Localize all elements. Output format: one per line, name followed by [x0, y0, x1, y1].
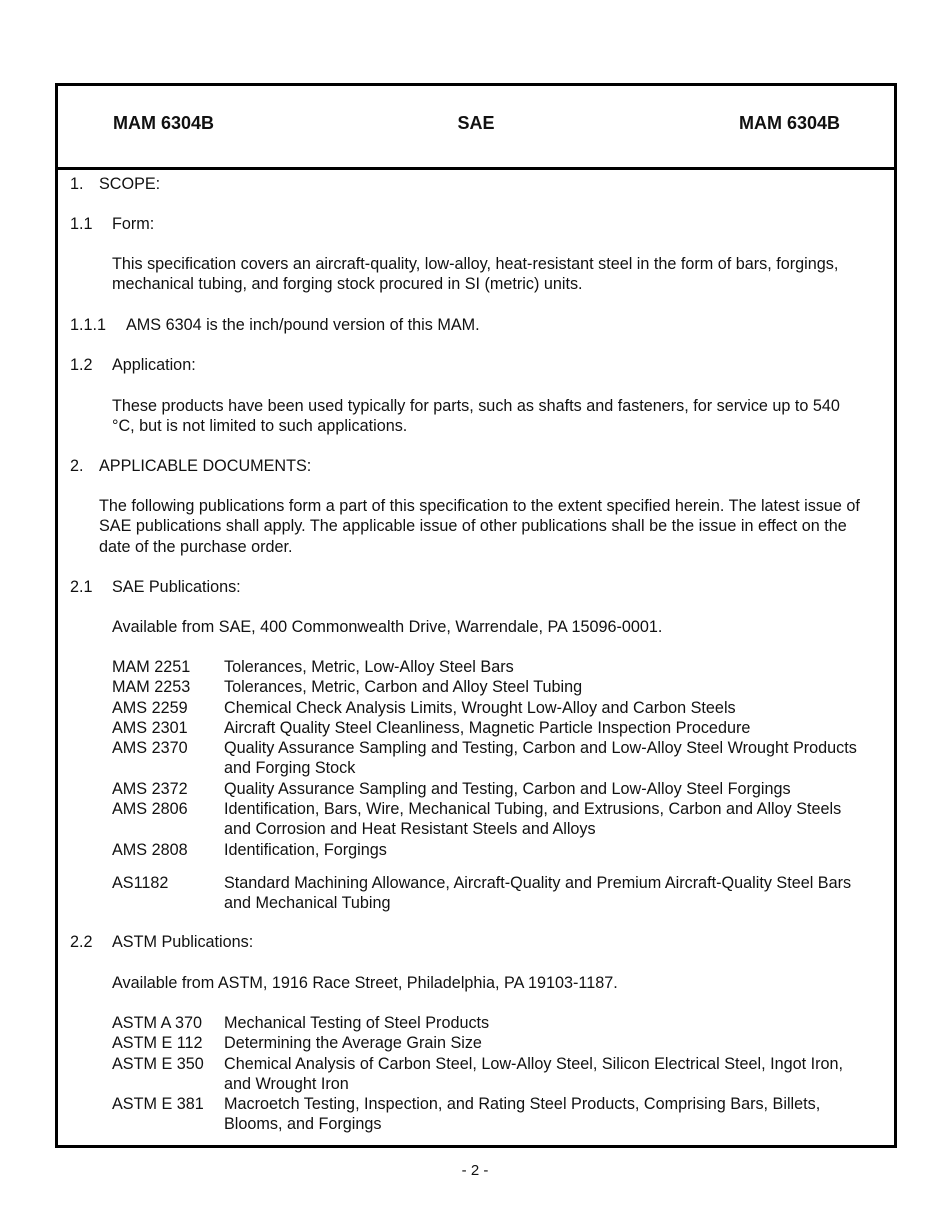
page-frame — [55, 83, 897, 1148]
doc-title: Standard Machining Allowance, Aircraft-Quality and Premium Aircraft-Quality Steel Bars and Mechanical Tubing — [224, 873, 852, 913]
doc-code: ASTM E 381 — [112, 1095, 204, 1114]
doc-code: MAM 2251 — [112, 658, 191, 676]
section-title: ASTM Publications: — [112, 933, 254, 951]
doc-code: AS1182 — [112, 873, 169, 892]
section-title: SCOPE: — [99, 175, 161, 193]
doc-title: Macroetch Testing, Inspection, and Rating Steel Products, Comprising Bars, Billets, Blooms, and Forgings — [224, 1095, 821, 1134]
page-number: - 2 - — [461, 1162, 489, 1179]
page-header — [58, 86, 894, 170]
doc-title: Determining the Average Grain Size — [224, 1034, 482, 1053]
doc-title: Identification, Forgings — [224, 840, 387, 859]
astm-availability: Available from ASTM, 1916 Race Street, Philadelphia, PA 19103-1187. — [112, 974, 618, 992]
section-title: SAE Publications: — [112, 578, 241, 596]
doc-title: Quality Assurance Sampling and Testing, Carbon and Low-Alloy Steel Forgings — [224, 779, 791, 798]
doc-code: AMS 2301 — [112, 718, 188, 737]
doc-code: MAM 2253 — [112, 678, 191, 697]
doc-title: Tolerances, Metric, Low-Alloy Steel Bars — [224, 658, 514, 676]
astm-publication-list — [112, 1013, 872, 1135]
list-item — [112, 657, 872, 677]
list-item — [112, 840, 872, 860]
list-item — [112, 779, 872, 799]
list-item — [112, 738, 872, 779]
doc-title: Identification, Bars, Wire, Mechanical Tubing, and Extrusions, Carbon and Alloy Steels and Corrosion and Heat Resistant Steels and Alloys — [224, 800, 842, 839]
doc-title: Chemical Analysis of Carbon Steel, Low-Alloy Steel, Silicon Electrical Steel, Ingot Iron, and Wrought Iron — [224, 1054, 844, 1093]
doc-title: Tolerances, Metric, Carbon and Alloy Steel Tubing — [224, 678, 583, 697]
header-doc-number-right: MAM 6304B — [738, 113, 840, 133]
doc-code: ASTM E 112 — [112, 1034, 203, 1053]
section-2-text: The following publications form a part of this specification to the extent specified herein. The latest issue of SAE publications shall apply. The applicable issue of other publications shall be the issue in effect on the date of the purchase order. — [99, 497, 860, 556]
section-title: Form: — [112, 215, 155, 233]
doc-code: AMS 2259 — [112, 698, 188, 717]
list-item — [112, 873, 872, 914]
list-item — [112, 698, 872, 718]
doc-title: Chemical Check Analysis Limits, Wrought Low-Alloy and Carbon Steels — [224, 698, 736, 717]
doc-code: AMS 2370 — [112, 739, 188, 758]
section-text: AMS 6304 is the inch/pound version of this MAM. — [126, 316, 480, 334]
section-number: 1.2 — [70, 356, 93, 374]
doc-code: AMS 2806 — [112, 800, 188, 819]
section-title: Application: — [112, 356, 196, 374]
section-number: 2. — [70, 457, 84, 475]
list-item — [112, 1033, 872, 1053]
doc-title: Aircraft Quality Steel Cleanliness, Magnetic Particle Inspection Procedure — [224, 718, 751, 737]
doc-code: ASTM E 350 — [112, 1054, 204, 1073]
list-item — [112, 718, 872, 738]
header-org: SAE — [457, 113, 495, 133]
doc-code: AMS 2372 — [112, 779, 188, 798]
doc-title: Mechanical Testing of Steel Products — [224, 1014, 490, 1032]
section-number: 2.1 — [70, 578, 93, 596]
doc-code: AMS 2808 — [112, 840, 188, 859]
section-number: 1.1 — [70, 215, 93, 233]
doc-code: ASTM A 370 — [112, 1014, 202, 1032]
sae-publication-list — [112, 657, 872, 914]
list-item — [112, 1094, 872, 1135]
section-number: 1.1.1 — [70, 316, 107, 334]
section-1-2-text: These products have been used typically for parts, such as shafts and fasteners, for service up to 540 °C, but is not limited to such applications. — [112, 397, 840, 436]
list-item — [112, 677, 872, 697]
sae-availability: Available from SAE, 400 Commonwealth Drive, Warrendale, PA 15096-0001. — [112, 618, 663, 636]
doc-title: Quality Assurance Sampling and Testing, Carbon and Low-Alloy Steel Wrought Products and Forging Stock — [224, 739, 857, 778]
list-item — [112, 1054, 872, 1095]
section-1-1-text: This specification covers an aircraft-quality, low-alloy, heat-resistant steel in the form of bars, forgings, mechanical tubing, and forging stock procured in SI (metric) units. — [112, 255, 839, 294]
section-number: 1. — [70, 175, 84, 193]
section-number: 2.2 — [70, 933, 93, 951]
list-item — [112, 799, 872, 840]
header-doc-number-left: MAM 6304B — [113, 113, 215, 133]
list-item — [112, 1013, 872, 1033]
section-title: APPLICABLE DOCUMENTS: — [99, 457, 312, 475]
